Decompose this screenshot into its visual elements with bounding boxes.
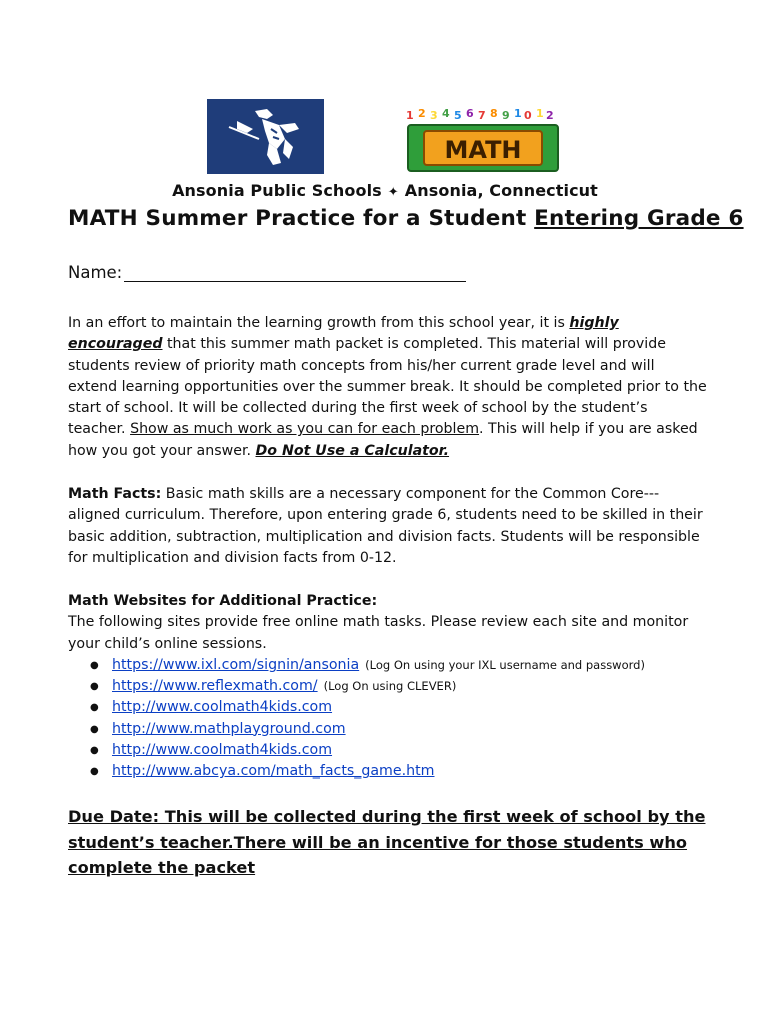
websites-section xyxy=(68,591,708,783)
intro-text-3: . This will help if you are asked how you got your answer. xyxy=(68,421,698,459)
svg-text:9: 9 xyxy=(502,109,510,122)
name-label: Name: xyxy=(68,263,123,282)
list-item xyxy=(112,719,708,740)
school-town: Ansonia, Connecticut xyxy=(404,181,598,200)
website-note: (Log On using your IXL username and password) xyxy=(365,657,645,672)
list-item xyxy=(112,761,708,782)
intro-show-work: Show as much work as you can for each problem xyxy=(130,421,480,438)
name-field xyxy=(68,263,466,282)
due-date-notice: Due Date: This will be collected during the first week of school by the student’s teacher.There will be an incentive for those students who complete the packet xyxy=(68,807,706,877)
svg-text:8: 8 xyxy=(490,107,498,120)
svg-text:1: 1 xyxy=(536,107,544,120)
intro-highly-encouraged: highly encouraged xyxy=(68,315,619,353)
star-separator-icon: ✦ xyxy=(387,185,399,200)
svg-text:5: 5 xyxy=(454,109,462,122)
svg-text:2: 2 xyxy=(546,109,554,122)
math-clipart xyxy=(402,95,564,175)
math-facts-label: Math Facts: xyxy=(68,486,162,502)
name-blank-line xyxy=(124,263,466,282)
svg-text:0: 0 xyxy=(524,109,532,122)
website-link-coolmath4kids-2[interactable]: http://www.coolmath4kids.com xyxy=(112,742,333,759)
website-link-abcya[interactable]: http://www.abcya.com/math_facts_game.htm xyxy=(112,763,435,780)
svg-text:1: 1 xyxy=(406,109,414,122)
math-facts-text: Basic math skills are a necessary component for the Common Core---aligned curriculum. Therefore, upon entering grade 6, students need to be skilled in their basic addition, subtraction, multiplication and division facts. Students will be responsible for multiplication and division facts from 0-12. xyxy=(68,486,703,566)
website-link-coolmath4kids[interactable]: http://www.coolmath4kids.com xyxy=(112,699,333,716)
intro-text-2: that this summer math packet is completed. This material will provide students review of priority math concepts from his/her current grade level and will extend learning opportunities over the summer break. It should be completed prior to the start of school. It will be collected during the first week of school by the student’s teacher. xyxy=(68,336,707,438)
websites-list xyxy=(68,655,708,783)
school-heading xyxy=(0,181,770,200)
school-name: Ansonia Public Schools xyxy=(172,181,382,200)
website-note: (Log On using CLEVER) xyxy=(323,679,457,694)
svg-text:3: 3 xyxy=(430,109,438,122)
title-main: MATH Summer Practice for a Student xyxy=(68,206,535,231)
website-link-ixl[interactable]: https://www.ixl.com/signin/ansonia xyxy=(112,656,360,673)
svg-text:1: 1 xyxy=(514,107,522,120)
list-item xyxy=(112,697,708,718)
intro-no-calculator: Do Not Use a Calculator. xyxy=(255,442,450,459)
page-title xyxy=(68,206,744,231)
math-facts-paragraph xyxy=(68,484,708,569)
website-link-reflexmath[interactable]: https://www.reflexmath.com/ xyxy=(112,678,318,695)
list-item xyxy=(112,655,708,676)
svg-text:7: 7 xyxy=(478,109,486,122)
ansonia-logo xyxy=(207,99,324,174)
svg-text:4: 4 xyxy=(442,107,450,120)
intro-paragraph xyxy=(68,313,708,462)
svg-text:MATH: MATH xyxy=(444,136,522,164)
svg-text:2: 2 xyxy=(418,107,426,120)
websites-heading: Math Websites for Additional Practice: xyxy=(68,593,378,609)
intro-text-1: In an effort to maintain the learning growth from this school year, it is xyxy=(68,315,570,331)
list-item xyxy=(112,676,708,697)
title-grade: Entering Grade 6 xyxy=(534,206,744,231)
list-item xyxy=(112,740,708,761)
websites-intro: The following sites provide free online math tasks. Please review each site and monitor your child’s online sessions. xyxy=(68,614,689,652)
svg-text:6: 6 xyxy=(466,107,474,120)
website-link-mathplayground[interactable]: http://www.mathplayground.com xyxy=(112,720,346,737)
